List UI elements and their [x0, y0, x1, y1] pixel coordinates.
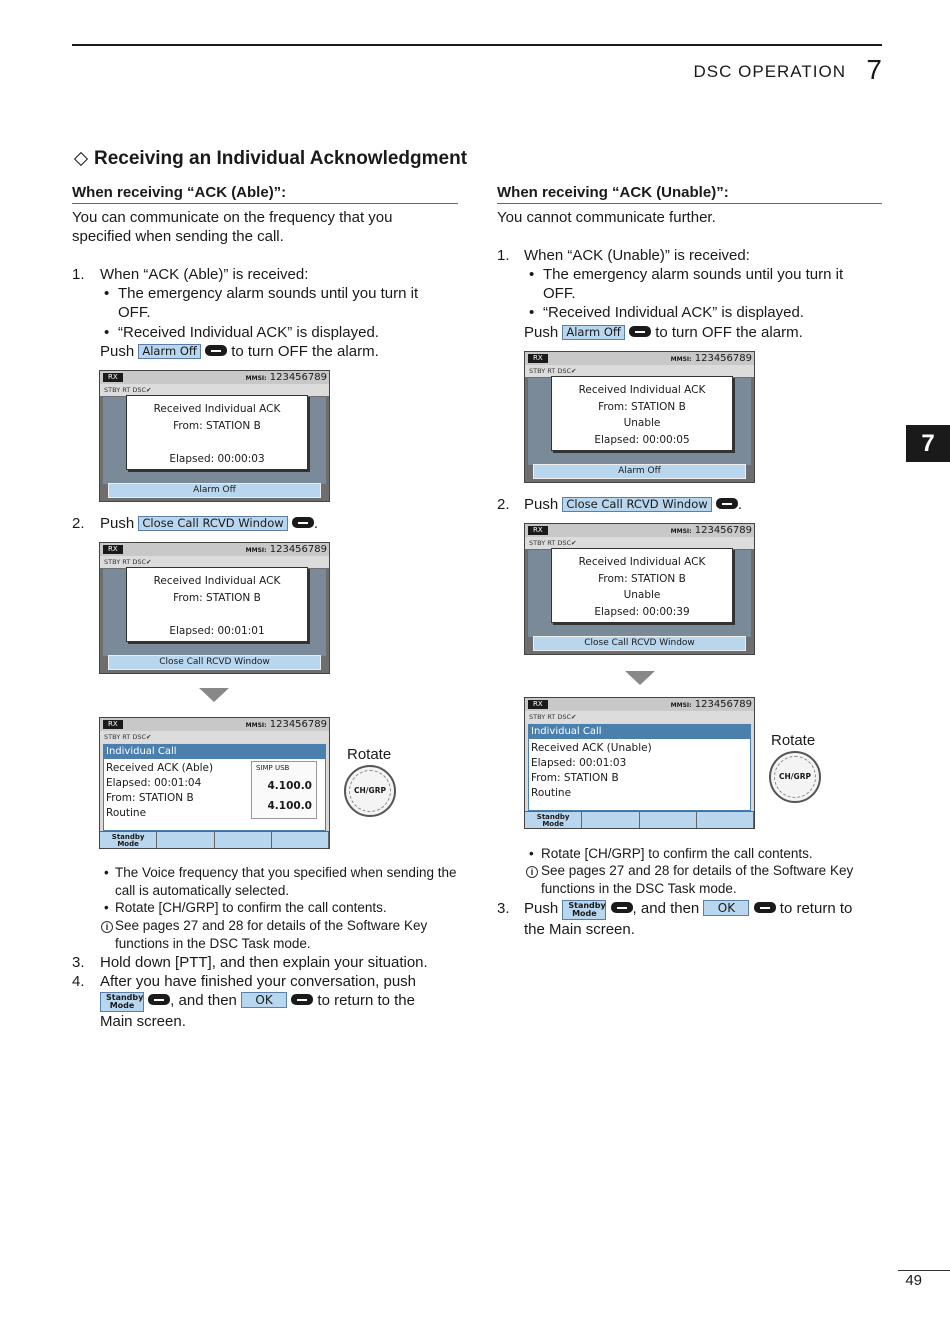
right-screen-close: RX MMSI: 123456789 STBY RT DSC✔ Received Individual ACK From: STATION B Unable Elapsed: 00:00:39 Close Call RCVD Window — [524, 523, 755, 655]
standby-mode-key[interactable]: Standby Mode — [562, 900, 606, 920]
left-step1-head: When “ACK (Able)” is received: — [100, 266, 309, 283]
section-title — [72, 148, 467, 170]
section-title-text: Receiving an Individual Acknowledgment — [94, 148, 468, 169]
screen-title: Individual Call — [103, 745, 325, 759]
right-note1: Rotate [CH/GRP] to confirm the call contents. — [541, 846, 813, 861]
ok-key[interactable]: OK — [703, 900, 749, 916]
right-step1-head: When “ACK (Unable)” is received: — [524, 247, 750, 264]
left-screen-close: RX MMSI: 123456789 STBY RT DSC✔ Received Individual ACK From: STATION B Elapsed: 00:01:01 Close Call RCVD Window — [99, 542, 330, 674]
ok-key[interactable]: OK — [241, 992, 287, 1008]
info-icon: i — [526, 866, 538, 878]
down-arrow-icon — [199, 688, 229, 702]
left-note1: The Voice frequency that you specified when sending the call is automatically selected. — [115, 865, 457, 898]
page-number: 49 — [905, 1272, 922, 1289]
popup: Received Individual ACK From: STATION B Elapsed: 00:00:03 — [126, 395, 308, 470]
soft-key-button-icon — [629, 326, 651, 337]
right-step1-bullet2: “Received Individual ACK” is displayed. — [543, 304, 804, 321]
left-step1-bullet1: The emergency alarm sounds until you turn it OFF. — [118, 285, 419, 321]
rotate-label: Rotate — [347, 746, 392, 763]
left-subtitle: When receiving “ACK (Able)”: — [72, 184, 458, 204]
down-arrow-icon — [625, 671, 655, 685]
standby-mode-softkey[interactable]: Standby Mode — [100, 832, 157, 848]
right-intro: You cannot communicate further. — [497, 209, 716, 226]
right-subtitle: When receiving “ACK (Unable)”: — [497, 184, 882, 204]
frequency-panel: SIMP USB 4.100.0 4.100.0 — [251, 761, 317, 819]
chapter-tab[interactable]: 7 — [906, 425, 950, 462]
soft-key-button-icon — [754, 902, 776, 913]
right-step1-bullet1: The emergency alarm sounds until you turn it OFF. — [543, 266, 844, 302]
close-call-softkey[interactable]: Close Call RCVD Window — [108, 655, 321, 670]
ch-grp-knob-icon[interactable]: CH/GRP — [344, 765, 396, 817]
close-call-key[interactable]: Close Call RCVD Window — [138, 516, 287, 531]
standby-mode-key[interactable]: Standby Mode — [100, 992, 144, 1012]
close-call-softkey[interactable]: Close Call RCVD Window — [533, 636, 746, 651]
left-note3: See pages 27 and 28 for details of the Software Key functions in the DSC Task mode. — [115, 918, 428, 951]
soft-key-button-icon — [205, 345, 227, 356]
alarm-off-key[interactable]: Alarm Off — [138, 344, 200, 359]
info-icon: i — [101, 921, 113, 933]
left-push-alarm: Push Alarm Off to turn OFF the alarm. — [100, 343, 379, 360]
header-rule — [72, 44, 882, 46]
left-step4b: Standby Mode , and then OK to return to the Main screen. — [100, 992, 415, 1030]
left-step3: Hold down [PTT], and then explain your situation. — [100, 954, 428, 971]
alarm-off-key[interactable]: Alarm Off — [562, 325, 624, 340]
standby-mode-softkey[interactable]: Standby Mode — [525, 812, 582, 828]
soft-key-button-icon — [291, 994, 313, 1005]
left-step4a: After you have finished your conversation, push — [100, 973, 417, 990]
popup: Received Individual ACK From: STATION B Elapsed: 00:01:01 — [126, 567, 308, 642]
soft-key-button-icon — [611, 902, 633, 913]
left-note2: Rotate [CH/GRP] to confirm the call contents. — [115, 900, 387, 915]
soft-key-button-icon — [716, 498, 738, 509]
right-note2: See pages 27 and 28 for details of the Software Key functions in the DSC Task mode. — [541, 863, 854, 896]
chapter-number: 7 — [866, 54, 882, 85]
section-header: DSC OPERATION — [693, 62, 846, 81]
left-step2: Push Close Call RCVD Window . — [100, 515, 318, 532]
page-rule — [898, 1270, 950, 1271]
right-step2: Push Close Call RCVD Window . — [524, 496, 742, 513]
popup: Received Individual ACK From: STATION B Unable Elapsed: 00:00:39 — [551, 548, 733, 623]
left-step2-num: 2. — [72, 515, 85, 532]
diamond-icon — [74, 152, 88, 166]
right-push-alarm: Push Alarm Off to turn OFF the alarm. — [524, 324, 803, 341]
right-screen-alarm: RX MMSI: 123456789 STBY RT DSC✔ Received Individual ACK From: STATION B Unable Elapsed: 00:00:05 Alarm Off — [524, 351, 755, 483]
right-step3: Push Standby Mode , and then OK to return to the Main screen. — [524, 900, 853, 938]
left-screen-alarm: RX MMSI: 123456789 STBY RT DSC✔ Received Individual ACK From: STATION B Elapsed: 00:00:03 Alarm Off — [99, 370, 330, 502]
left-screen-individual-call: RX MMSI: 123456789 STBY RT DSC✔ Individual Call Received ACK (Able) Elapsed: 00:01:04 From: STATION B Routine SIMP USB 4.100.0 4.100.0 Standby Mode — [99, 717, 330, 849]
soft-key-button-icon — [148, 994, 170, 1005]
popup: Received Individual ACK From: STATION B Unable Elapsed: 00:00:05 — [551, 376, 733, 451]
ch-grp-knob-icon[interactable]: CH/GRP — [769, 751, 821, 803]
soft-key-button-icon — [292, 517, 314, 528]
left-intro: You can communicate on the frequency that you specified when sending the call. — [72, 209, 393, 245]
screen-title: Individual Call — [528, 725, 750, 739]
left-step1-num: 1. — [72, 266, 85, 283]
left-step1-bullet2: “Received Individual ACK” is displayed. — [118, 324, 379, 341]
right-screen-individual-call: RX MMSI: 123456789 STBY RT DSC✔ Individual Call Received ACK (Unable) Elapsed: 00:01:03 From: STATION B Routine Standby Mode — [524, 697, 755, 829]
close-call-key[interactable]: Close Call RCVD Window — [562, 497, 711, 512]
alarm-off-softkey[interactable]: Alarm Off — [108, 483, 321, 498]
alarm-off-softkey[interactable]: Alarm Off — [533, 464, 746, 479]
rotate-label: Rotate — [771, 732, 816, 749]
